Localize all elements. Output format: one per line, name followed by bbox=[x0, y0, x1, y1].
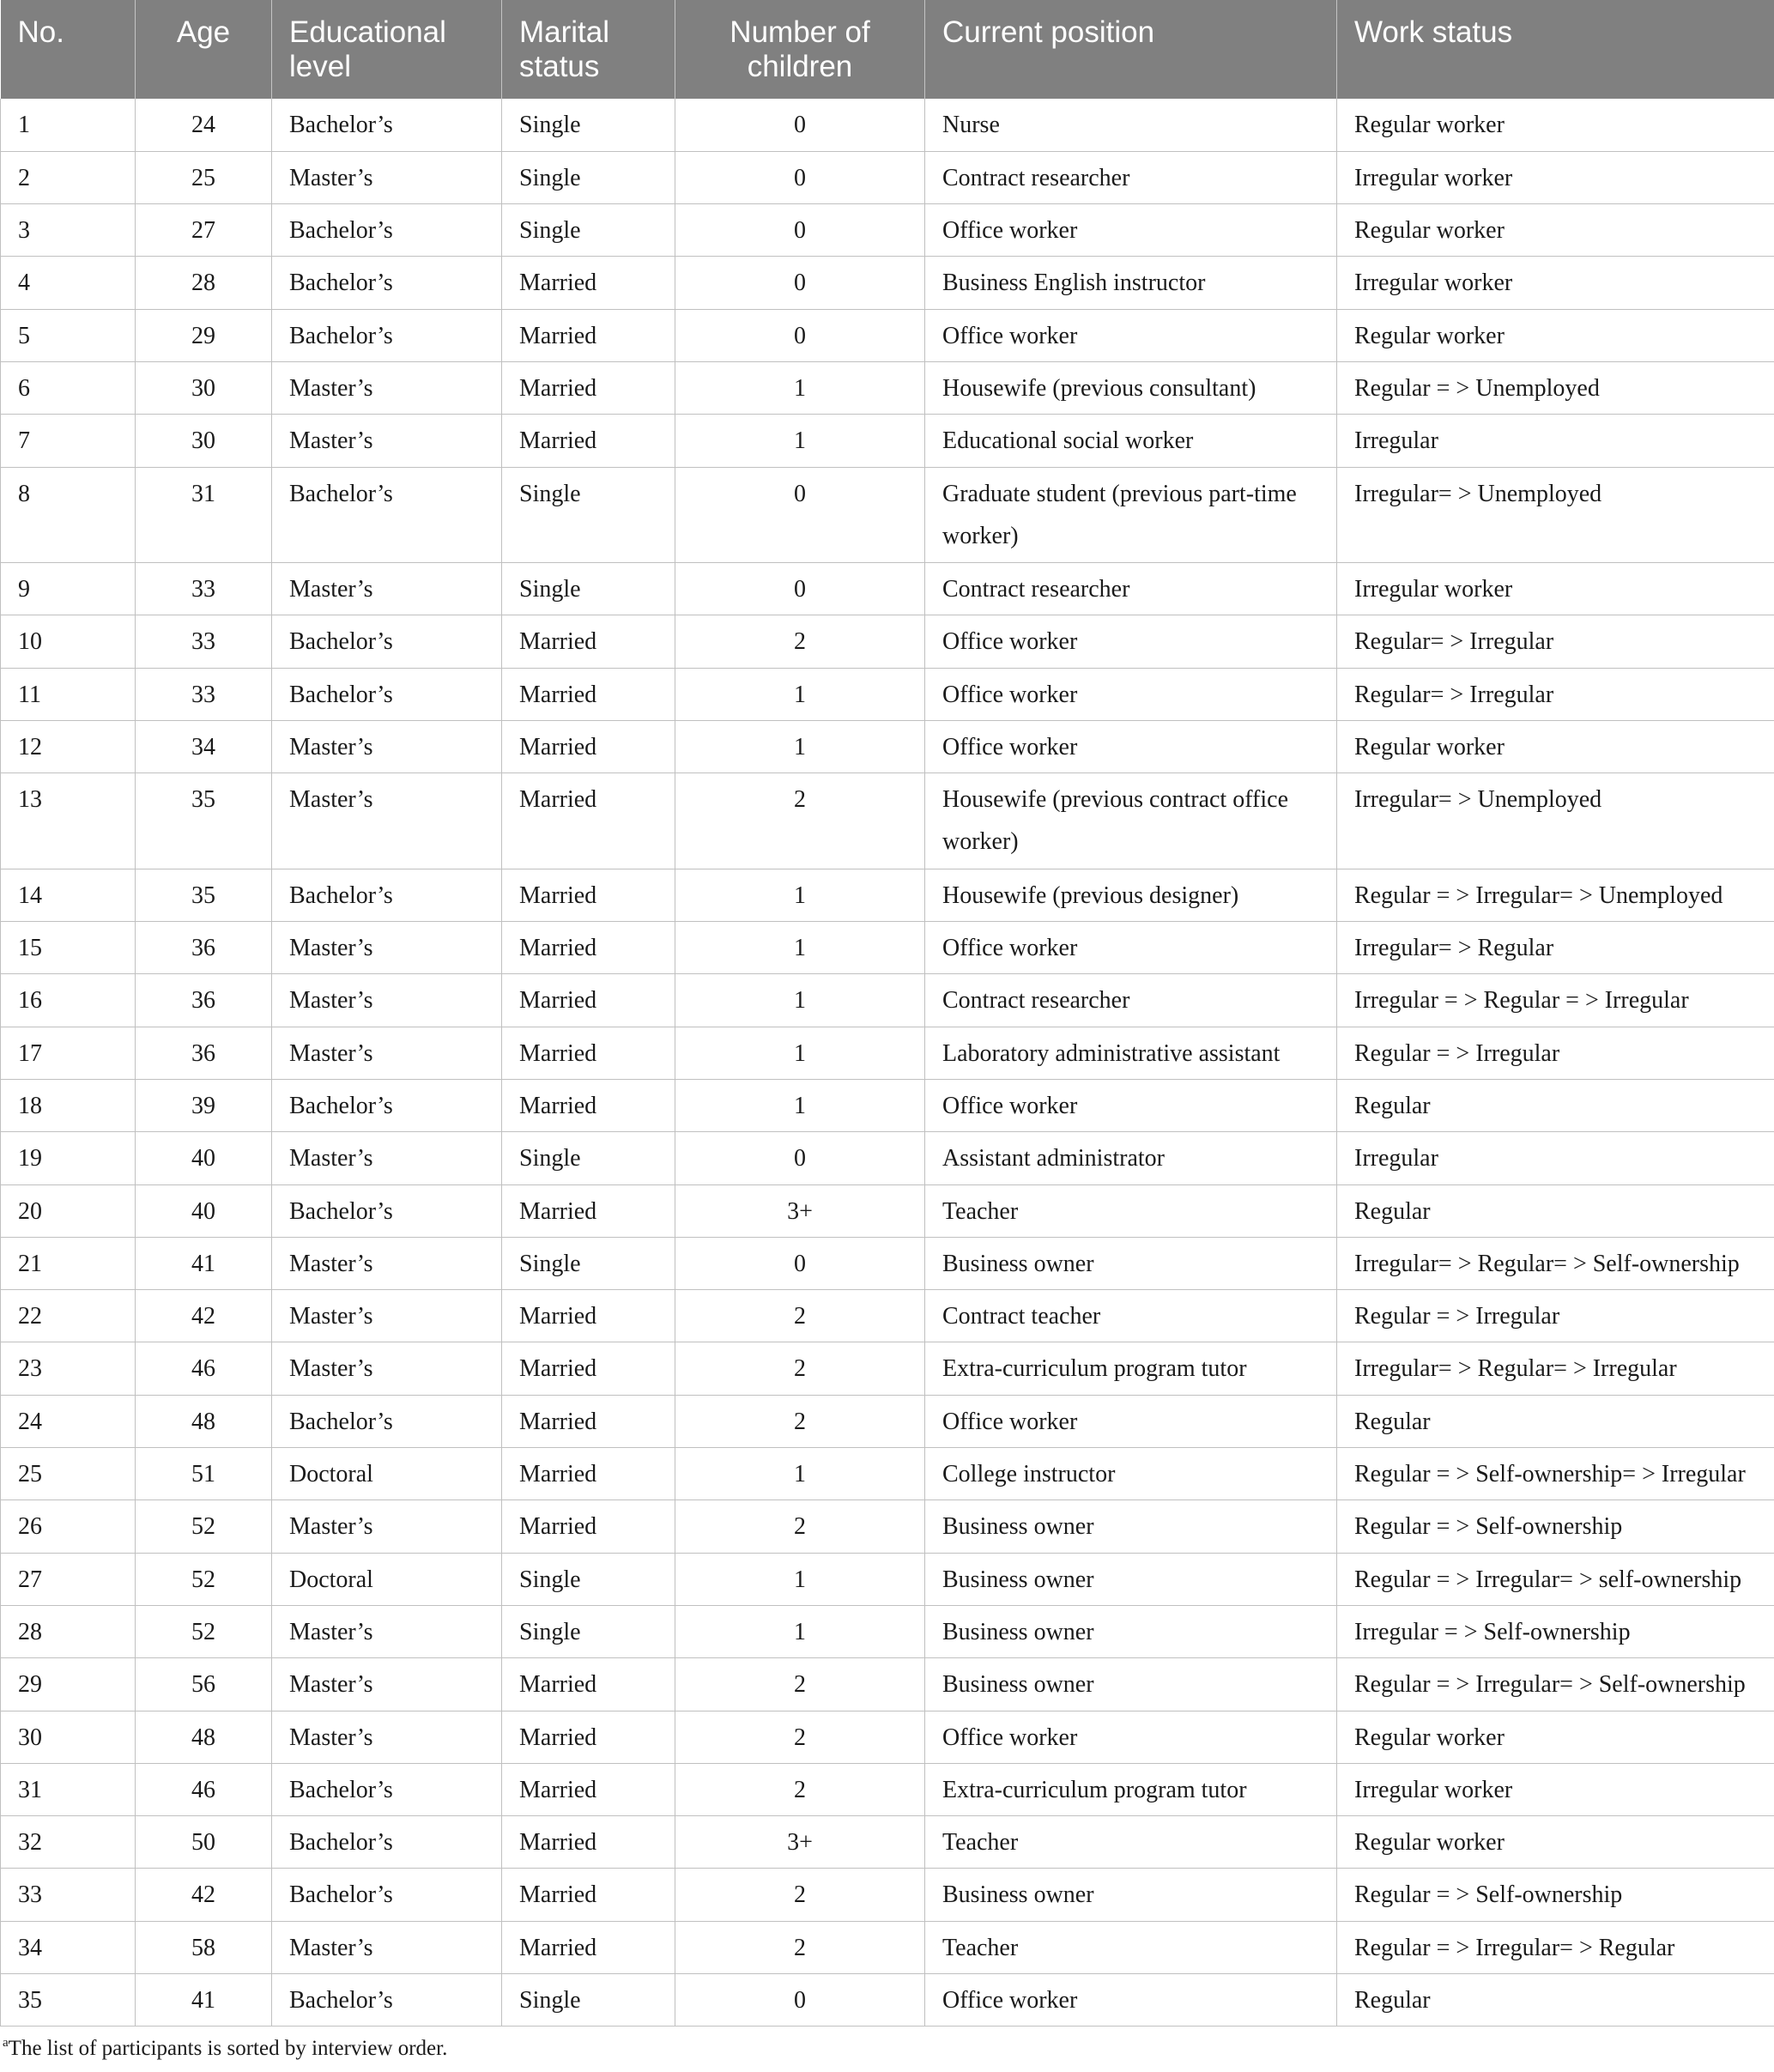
cell-no: 14 bbox=[1, 869, 136, 921]
cell-marital-status: Single bbox=[502, 151, 675, 203]
table-row bbox=[1, 1763, 1774, 1815]
cell-age: 41 bbox=[136, 1237, 272, 1289]
cell-age: 40 bbox=[136, 1184, 272, 1237]
cell-number-of-children: 0 bbox=[675, 204, 925, 257]
cell-marital-status: Married bbox=[502, 1184, 675, 1237]
cell-age: 58 bbox=[136, 1921, 272, 1973]
cell-current-position: Business owner bbox=[925, 1500, 1337, 1553]
cell-no: 20 bbox=[1, 1184, 136, 1237]
cell-number-of-children: 1 bbox=[675, 1079, 925, 1131]
cell-no: 3 bbox=[1, 204, 136, 257]
cell-no: 19 bbox=[1, 1132, 136, 1184]
table-row bbox=[1, 151, 1774, 203]
cell-current-position: Office worker bbox=[925, 1079, 1337, 1131]
header-cell-age: Age bbox=[136, 0, 272, 99]
cell-marital-status: Single bbox=[502, 1605, 675, 1657]
cell-current-position: Housewife (previous consultant) bbox=[925, 361, 1337, 414]
cell-no: 8 bbox=[1, 467, 136, 563]
cell-current-position: Teacher bbox=[925, 1816, 1337, 1869]
cell-number-of-children: 2 bbox=[675, 1869, 925, 1921]
cell-number-of-children: 2 bbox=[675, 615, 925, 668]
cell-educational-level: Bachelor’s bbox=[272, 615, 502, 668]
cell-age: 29 bbox=[136, 309, 272, 361]
cell-marital-status: Married bbox=[502, 720, 675, 772]
cell-no: 29 bbox=[1, 1658, 136, 1711]
table-row bbox=[1, 1605, 1774, 1657]
cell-number-of-children: 2 bbox=[675, 1921, 925, 1973]
cell-age: 52 bbox=[136, 1500, 272, 1553]
cell-marital-status: Married bbox=[502, 1448, 675, 1500]
cell-marital-status: Married bbox=[502, 974, 675, 1027]
cell-marital-status: Married bbox=[502, 1342, 675, 1395]
cell-current-position: Laboratory administrative assistant bbox=[925, 1027, 1337, 1079]
cell-educational-level: Master’s bbox=[272, 1500, 502, 1553]
cell-no: 35 bbox=[1, 1974, 136, 2027]
cell-no: 33 bbox=[1, 1869, 136, 1921]
cell-work-status: Regular = > Irregular= > Unemployed bbox=[1337, 869, 1774, 921]
cell-current-position: Office worker bbox=[925, 1974, 1337, 2027]
cell-work-status: Regular = > Irregular= > Self-ownership bbox=[1337, 1658, 1774, 1711]
cell-marital-status: Married bbox=[502, 1763, 675, 1815]
cell-work-status: Regular = > Self-ownership bbox=[1337, 1500, 1774, 1553]
cell-educational-level: Bachelor’s bbox=[272, 1395, 502, 1447]
cell-no: 26 bbox=[1, 1500, 136, 1553]
cell-work-status: Irregular= > Unemployed bbox=[1337, 467, 1774, 563]
cell-educational-level: Bachelor’s bbox=[272, 1763, 502, 1815]
cell-educational-level: Master’s bbox=[272, 1658, 502, 1711]
cell-educational-level: Bachelor’s bbox=[272, 668, 502, 720]
cell-marital-status: Married bbox=[502, 869, 675, 921]
cell-current-position: Office worker bbox=[925, 668, 1337, 720]
cell-marital-status: Single bbox=[502, 1237, 675, 1289]
cell-current-position: Graduate student (previous part-time worker) bbox=[925, 467, 1337, 563]
cell-marital-status: Married bbox=[502, 1921, 675, 1973]
table-row bbox=[1, 869, 1774, 921]
cell-marital-status: Married bbox=[502, 1027, 675, 1079]
cell-educational-level: Master’s bbox=[272, 1711, 502, 1763]
cell-age: 41 bbox=[136, 1974, 272, 2027]
table-row bbox=[1, 309, 1774, 361]
cell-current-position: Housewife (previous designer) bbox=[925, 869, 1337, 921]
cell-work-status: Regular = > Irregular= > self-ownership bbox=[1337, 1553, 1774, 1605]
cell-educational-level: Master’s bbox=[272, 1132, 502, 1184]
cell-marital-status: Married bbox=[502, 309, 675, 361]
cell-age: 39 bbox=[136, 1079, 272, 1131]
table-row bbox=[1, 204, 1774, 257]
cell-current-position: Educational social worker bbox=[925, 415, 1337, 467]
table-row bbox=[1, 1027, 1774, 1079]
table-row bbox=[1, 563, 1774, 615]
cell-work-status: Regular worker bbox=[1337, 309, 1774, 361]
cell-number-of-children: 0 bbox=[675, 257, 925, 309]
cell-current-position: Business owner bbox=[925, 1237, 1337, 1289]
cell-work-status: Regular worker bbox=[1337, 99, 1774, 151]
table-row bbox=[1, 720, 1774, 772]
cell-educational-level: Master’s bbox=[272, 974, 502, 1027]
cell-work-status: Irregular = > Self-ownership bbox=[1337, 1605, 1774, 1657]
cell-no: 32 bbox=[1, 1816, 136, 1869]
cell-number-of-children: 2 bbox=[675, 1342, 925, 1395]
cell-current-position: Business owner bbox=[925, 1605, 1337, 1657]
cell-work-status: Regular = > Irregular bbox=[1337, 1290, 1774, 1342]
cell-marital-status: Married bbox=[502, 1500, 675, 1553]
cell-number-of-children: 0 bbox=[675, 151, 925, 203]
cell-work-status: Irregular worker bbox=[1337, 563, 1774, 615]
cell-number-of-children: 1 bbox=[675, 1448, 925, 1500]
cell-marital-status: Married bbox=[502, 1395, 675, 1447]
cell-marital-status: Married bbox=[502, 1711, 675, 1763]
cell-age: 36 bbox=[136, 1027, 272, 1079]
cell-current-position: Housewife (previous contract office worker) bbox=[925, 773, 1337, 869]
cell-marital-status: Married bbox=[502, 361, 675, 414]
cell-current-position: Nurse bbox=[925, 99, 1337, 151]
cell-work-status: Irregular worker bbox=[1337, 1763, 1774, 1815]
cell-work-status: Regular worker bbox=[1337, 204, 1774, 257]
header-cell-current-position: Current position bbox=[925, 0, 1337, 99]
cell-number-of-children: 2 bbox=[675, 1500, 925, 1553]
cell-educational-level: Bachelor’s bbox=[272, 257, 502, 309]
cell-current-position: Extra-curriculum program tutor bbox=[925, 1342, 1337, 1395]
cell-educational-level: Master’s bbox=[272, 1027, 502, 1079]
cell-number-of-children: 1 bbox=[675, 668, 925, 720]
cell-no: 18 bbox=[1, 1079, 136, 1131]
cell-marital-status: Single bbox=[502, 204, 675, 257]
cell-current-position: Extra-curriculum program tutor bbox=[925, 1763, 1337, 1815]
cell-educational-level: Master’s bbox=[272, 1605, 502, 1657]
table-row bbox=[1, 1711, 1774, 1763]
table-footnote bbox=[3, 2036, 447, 2061]
cell-work-status: Regular bbox=[1337, 1079, 1774, 1131]
cell-marital-status: Single bbox=[502, 563, 675, 615]
cell-age: 48 bbox=[136, 1711, 272, 1763]
cell-no: 5 bbox=[1, 309, 136, 361]
cell-current-position: Business owner bbox=[925, 1658, 1337, 1711]
cell-number-of-children: 1 bbox=[675, 974, 925, 1027]
table-row bbox=[1, 1237, 1774, 1289]
cell-number-of-children: 2 bbox=[675, 1658, 925, 1711]
cell-educational-level: Bachelor’s bbox=[272, 309, 502, 361]
cell-no: 23 bbox=[1, 1342, 136, 1395]
cell-current-position: Business owner bbox=[925, 1553, 1337, 1605]
cell-no: 16 bbox=[1, 974, 136, 1027]
cell-number-of-children: 1 bbox=[675, 869, 925, 921]
cell-work-status: Regular bbox=[1337, 1974, 1774, 2027]
cell-current-position: Contract researcher bbox=[925, 563, 1337, 615]
cell-marital-status: Married bbox=[502, 1079, 675, 1131]
cell-marital-status: Single bbox=[502, 1974, 675, 2027]
cell-educational-level: Doctoral bbox=[272, 1448, 502, 1500]
cell-number-of-children: 0 bbox=[675, 1237, 925, 1289]
cell-marital-status: Married bbox=[502, 1869, 675, 1921]
cell-number-of-children: 1 bbox=[675, 1027, 925, 1079]
cell-work-status: Regular worker bbox=[1337, 1711, 1774, 1763]
table-row bbox=[1, 257, 1774, 309]
cell-educational-level: Master’s bbox=[272, 773, 502, 869]
cell-number-of-children: 1 bbox=[675, 720, 925, 772]
cell-age: 31 bbox=[136, 467, 272, 563]
cell-work-status: Regular = > Self-ownership bbox=[1337, 1869, 1774, 1921]
cell-no: 28 bbox=[1, 1605, 136, 1657]
cell-number-of-children: 2 bbox=[675, 1763, 925, 1815]
header-cell-number-of-children: Number of children bbox=[675, 0, 925, 99]
cell-current-position: College instructor bbox=[925, 1448, 1337, 1500]
cell-number-of-children: 0 bbox=[675, 467, 925, 563]
cell-educational-level: Bachelor’s bbox=[272, 1816, 502, 1869]
cell-no: 9 bbox=[1, 563, 136, 615]
cell-educational-level: Bachelor’s bbox=[272, 467, 502, 563]
cell-work-status: Regular = > Irregular= > Regular bbox=[1337, 1921, 1774, 1973]
cell-age: 33 bbox=[136, 563, 272, 615]
cell-marital-status: Married bbox=[502, 922, 675, 974]
cell-work-status: Regular = > Self-ownership= > Irregular bbox=[1337, 1448, 1774, 1500]
table-row bbox=[1, 361, 1774, 414]
cell-age: 50 bbox=[136, 1816, 272, 1869]
table-row bbox=[1, 1290, 1774, 1342]
cell-educational-level: Bachelor’s bbox=[272, 1869, 502, 1921]
cell-work-status: Regular bbox=[1337, 1395, 1774, 1447]
cell-no: 11 bbox=[1, 668, 136, 720]
cell-marital-status: Married bbox=[502, 257, 675, 309]
cell-educational-level: Master’s bbox=[272, 1290, 502, 1342]
cell-no: 10 bbox=[1, 615, 136, 668]
cell-current-position: Business English instructor bbox=[925, 257, 1337, 309]
table-row bbox=[1, 1553, 1774, 1605]
cell-educational-level: Bachelor’s bbox=[272, 1974, 502, 2027]
cell-age: 51 bbox=[136, 1448, 272, 1500]
cell-work-status: Regular worker bbox=[1337, 1816, 1774, 1869]
cell-number-of-children: 1 bbox=[675, 1605, 925, 1657]
cell-number-of-children: 2 bbox=[675, 773, 925, 869]
table-row bbox=[1, 99, 1774, 151]
table-row bbox=[1, 467, 1774, 563]
cell-work-status: Regular= > Irregular bbox=[1337, 668, 1774, 720]
cell-age: 56 bbox=[136, 1658, 272, 1711]
cell-age: 46 bbox=[136, 1342, 272, 1395]
cell-age: 42 bbox=[136, 1290, 272, 1342]
cell-educational-level: Master’s bbox=[272, 1342, 502, 1395]
header-row bbox=[1, 0, 1774, 99]
table-row bbox=[1, 1184, 1774, 1237]
cell-educational-level: Bachelor’s bbox=[272, 1184, 502, 1237]
cell-work-status: Irregular bbox=[1337, 1132, 1774, 1184]
cell-marital-status: Single bbox=[502, 99, 675, 151]
cell-number-of-children: 1 bbox=[675, 361, 925, 414]
table-body bbox=[1, 99, 1774, 2027]
table-row bbox=[1, 1448, 1774, 1500]
cell-number-of-children: 1 bbox=[675, 922, 925, 974]
cell-current-position: Office worker bbox=[925, 1711, 1337, 1763]
table-row bbox=[1, 922, 1774, 974]
cell-age: 33 bbox=[136, 668, 272, 720]
cell-current-position: Office worker bbox=[925, 615, 1337, 668]
cell-work-status: Irregular= > Regular bbox=[1337, 922, 1774, 974]
cell-marital-status: Married bbox=[502, 1290, 675, 1342]
header-cell-educational-level: Educational level bbox=[272, 0, 502, 99]
cell-marital-status: Married bbox=[502, 1816, 675, 1869]
cell-number-of-children: 1 bbox=[675, 415, 925, 467]
cell-educational-level: Master’s bbox=[272, 720, 502, 772]
cell-no: 2 bbox=[1, 151, 136, 203]
cell-no: 30 bbox=[1, 1711, 136, 1763]
cell-current-position: Office worker bbox=[925, 1395, 1337, 1447]
table-row bbox=[1, 1816, 1774, 1869]
cell-work-status: Regular = > Unemployed bbox=[1337, 361, 1774, 414]
cell-no: 22 bbox=[1, 1290, 136, 1342]
table-row bbox=[1, 1079, 1774, 1131]
cell-marital-status: Single bbox=[502, 1132, 675, 1184]
cell-educational-level: Master’s bbox=[272, 151, 502, 203]
cell-no: 4 bbox=[1, 257, 136, 309]
cell-educational-level: Master’s bbox=[272, 361, 502, 414]
cell-educational-level: Master’s bbox=[272, 1921, 502, 1973]
table-row bbox=[1, 1132, 1774, 1184]
cell-age: 36 bbox=[136, 922, 272, 974]
cell-work-status: Irregular= > Unemployed bbox=[1337, 773, 1774, 869]
cell-educational-level: Doctoral bbox=[272, 1553, 502, 1605]
header-cell-marital-status: Marital status bbox=[502, 0, 675, 99]
cell-age: 25 bbox=[136, 151, 272, 203]
cell-current-position: Office worker bbox=[925, 309, 1337, 361]
cell-educational-level: Bachelor’s bbox=[272, 204, 502, 257]
cell-marital-status: Married bbox=[502, 668, 675, 720]
table-row bbox=[1, 1500, 1774, 1553]
cell-no: 7 bbox=[1, 415, 136, 467]
cell-age: 46 bbox=[136, 1763, 272, 1815]
footnote-marker: a bbox=[3, 2036, 9, 2050]
cell-current-position: Office worker bbox=[925, 720, 1337, 772]
cell-current-position: Business owner bbox=[925, 1869, 1337, 1921]
cell-work-status: Regular = > Irregular bbox=[1337, 1027, 1774, 1079]
table-row bbox=[1, 1342, 1774, 1395]
cell-no: 31 bbox=[1, 1763, 136, 1815]
table-row bbox=[1, 415, 1774, 467]
cell-number-of-children: 0 bbox=[675, 99, 925, 151]
cell-no: 27 bbox=[1, 1553, 136, 1605]
cell-educational-level: Bachelor’s bbox=[272, 869, 502, 921]
cell-number-of-children: 1 bbox=[675, 1553, 925, 1605]
cell-number-of-children: 2 bbox=[675, 1395, 925, 1447]
cell-current-position: Assistant administrator bbox=[925, 1132, 1337, 1184]
cell-age: 34 bbox=[136, 720, 272, 772]
cell-number-of-children: 0 bbox=[675, 1974, 925, 2027]
cell-educational-level: Master’s bbox=[272, 1237, 502, 1289]
cell-work-status: Irregular = > Regular = > Irregular bbox=[1337, 974, 1774, 1027]
cell-age: 24 bbox=[136, 99, 272, 151]
cell-number-of-children: 0 bbox=[675, 1132, 925, 1184]
cell-marital-status: Married bbox=[502, 615, 675, 668]
cell-no: 24 bbox=[1, 1395, 136, 1447]
cell-number-of-children: 2 bbox=[675, 1290, 925, 1342]
cell-no: 15 bbox=[1, 922, 136, 974]
table-row bbox=[1, 1921, 1774, 1973]
table-row bbox=[1, 1974, 1774, 2027]
cell-age: 42 bbox=[136, 1869, 272, 1921]
table-row bbox=[1, 1869, 1774, 1921]
cell-educational-level: Master’s bbox=[272, 415, 502, 467]
table-row bbox=[1, 773, 1774, 869]
table-row bbox=[1, 668, 1774, 720]
cell-number-of-children: 0 bbox=[675, 309, 925, 361]
table-header bbox=[1, 0, 1774, 99]
cell-no: 34 bbox=[1, 1921, 136, 1973]
cell-educational-level: Bachelor’s bbox=[272, 99, 502, 151]
cell-current-position: Teacher bbox=[925, 1921, 1337, 1973]
table-row bbox=[1, 1395, 1774, 1447]
cell-work-status: Irregular= > Regular= > Irregular bbox=[1337, 1342, 1774, 1395]
footnote-text: The list of participants is sorted by interview order. bbox=[8, 2037, 448, 2060]
cell-marital-status: Single bbox=[502, 1553, 675, 1605]
cell-age: 28 bbox=[136, 257, 272, 309]
cell-marital-status: Married bbox=[502, 1658, 675, 1711]
cell-age: 30 bbox=[136, 415, 272, 467]
cell-age: 36 bbox=[136, 974, 272, 1027]
cell-age: 35 bbox=[136, 773, 272, 869]
cell-current-position: Teacher bbox=[925, 1184, 1337, 1237]
cell-no: 1 bbox=[1, 99, 136, 151]
cell-current-position: Contract researcher bbox=[925, 151, 1337, 203]
cell-current-position: Office worker bbox=[925, 922, 1337, 974]
cell-number-of-children: 3+ bbox=[675, 1184, 925, 1237]
cell-no: 13 bbox=[1, 773, 136, 869]
cell-no: 6 bbox=[1, 361, 136, 414]
header-cell-no: No. bbox=[1, 0, 136, 99]
cell-marital-status: Single bbox=[502, 467, 675, 563]
cell-educational-level: Master’s bbox=[272, 563, 502, 615]
table-row bbox=[1, 1658, 1774, 1711]
cell-current-position: Contract teacher bbox=[925, 1290, 1337, 1342]
cell-age: 33 bbox=[136, 615, 272, 668]
cell-work-status: Irregular worker bbox=[1337, 257, 1774, 309]
cell-no: 25 bbox=[1, 1448, 136, 1500]
cell-work-status: Regular worker bbox=[1337, 720, 1774, 772]
cell-age: 27 bbox=[136, 204, 272, 257]
cell-educational-level: Master’s bbox=[272, 922, 502, 974]
header-cell-work-status: Work status bbox=[1337, 0, 1774, 99]
cell-no: 12 bbox=[1, 720, 136, 772]
cell-work-status: Irregular worker bbox=[1337, 151, 1774, 203]
cell-age: 40 bbox=[136, 1132, 272, 1184]
cell-age: 52 bbox=[136, 1605, 272, 1657]
cell-age: 52 bbox=[136, 1553, 272, 1605]
cell-number-of-children: 2 bbox=[675, 1711, 925, 1763]
cell-current-position: Office worker bbox=[925, 204, 1337, 257]
cell-marital-status: Married bbox=[502, 415, 675, 467]
cell-work-status: Regular= > Irregular bbox=[1337, 615, 1774, 668]
cell-age: 35 bbox=[136, 869, 272, 921]
cell-age: 30 bbox=[136, 361, 272, 414]
cell-number-of-children: 3+ bbox=[675, 1816, 925, 1869]
cell-work-status: Irregular= > Regular= > Self-ownership bbox=[1337, 1237, 1774, 1289]
cell-work-status: Regular bbox=[1337, 1184, 1774, 1237]
cell-no: 17 bbox=[1, 1027, 136, 1079]
table-row bbox=[1, 615, 1774, 668]
cell-current-position: Contract researcher bbox=[925, 974, 1337, 1027]
cell-number-of-children: 0 bbox=[675, 563, 925, 615]
cell-age: 48 bbox=[136, 1395, 272, 1447]
cell-educational-level: Bachelor’s bbox=[272, 1079, 502, 1131]
table-row bbox=[1, 974, 1774, 1027]
cell-no: 21 bbox=[1, 1237, 136, 1289]
cell-marital-status: Married bbox=[502, 773, 675, 869]
cell-work-status: Irregular bbox=[1337, 415, 1774, 467]
